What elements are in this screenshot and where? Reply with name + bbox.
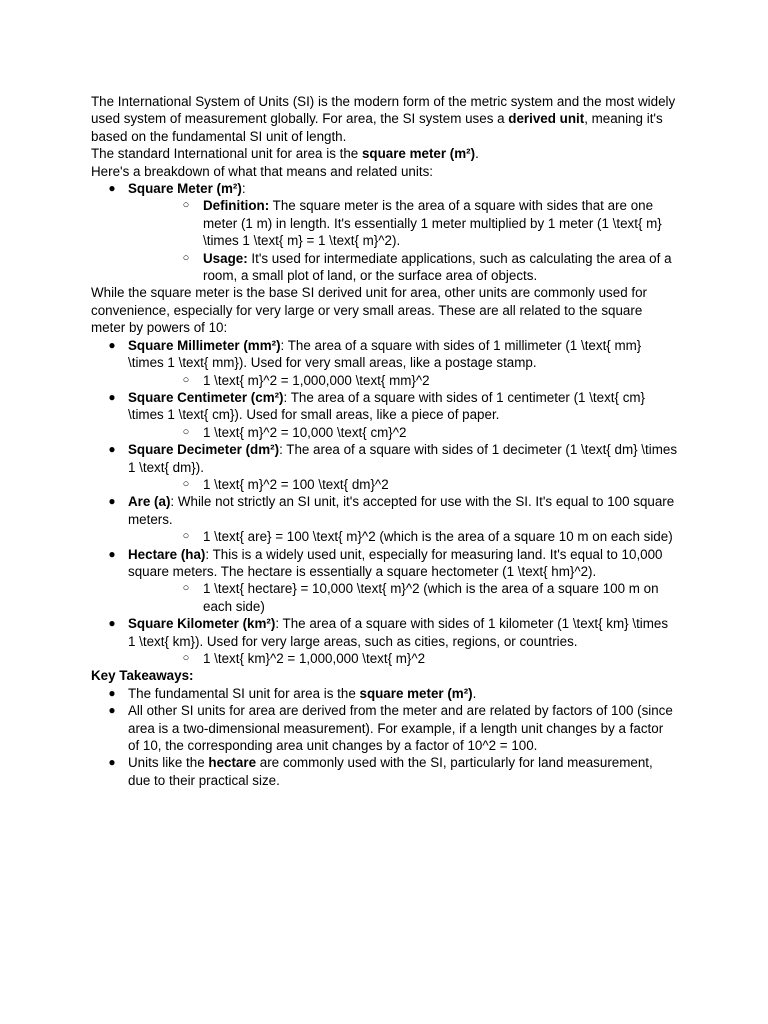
unit-description: : This is a widely used unit, especially for measuring land. It's equal to 10,000 square meters. The hectare is essentially a square hectometer (1 \text{ hm}^2). <box>128 546 663 579</box>
unit-sublist <box>128 650 678 667</box>
units-list <box>91 337 678 668</box>
conversion-text: 1 \text{ are} = 100 \text{ m}^2 (which is the area of a square 10 m on each side) <box>203 529 673 545</box>
usage-label: Usage: <box>203 250 248 266</box>
filled-bullet-icon: ● <box>108 181 116 196</box>
unit-name: Hectare (ha) <box>128 546 206 562</box>
period: . <box>475 146 479 162</box>
key-takeaways-heading-text: Key Takeaways: <box>91 668 194 684</box>
takeaways-list <box>91 685 678 789</box>
unit-description: : The area of a square with sides of 1 millimeter (1 \text{ mm} \times 1 \text{ mm}). Used for very small areas, like a postage stamp. <box>128 337 642 371</box>
unit-name: Square Decimeter (dm²) <box>128 442 280 458</box>
list-item-unit <box>91 493 678 545</box>
conversion-text: 1 \text{ hectare} = 10,000 \text{ m}^2 (which is the area of a square 100 m on each side) <box>203 581 659 614</box>
unit-description: : While not strictly an SI unit, it's accepted for use with the SI. It's equal to 100 square meters. <box>128 494 675 527</box>
unit-name: Square Kilometer (km²) <box>128 616 276 632</box>
hollow-bullet-icon: ○ <box>182 425 190 438</box>
takeaway-text: Units like the <box>128 755 209 771</box>
list-item-unit <box>91 441 678 493</box>
unit-sublist <box>128 580 678 615</box>
conversion-text: 1 \text{ m}^2 = 100 \text{ dm}^2 <box>203 476 389 492</box>
square-meter-sublist <box>128 197 678 284</box>
unit-name: Are (a) <box>128 494 171 510</box>
filled-bullet-icon: ● <box>108 703 116 718</box>
takeaway-text: The fundamental SI unit for area is the <box>128 685 360 701</box>
intro-paragraph <box>91 93 678 145</box>
takeaway-text: All other SI units for area are derived from the meter and are related by factors of 100 (since area is a two-dimensional measurement). For example, if a length unit changes by a factor of 10, the corresponding area unit changes by a factor of 10^2 = 100. <box>128 703 673 754</box>
unit-name: Square Millimeter (mm²) <box>128 337 281 353</box>
hollow-bullet-icon: ○ <box>182 530 190 543</box>
unit-sublist <box>128 424 678 441</box>
unit-conversion <box>128 476 678 493</box>
unit-sublist <box>128 528 678 545</box>
standard-unit-text: The standard International unit for area is the <box>91 146 362 162</box>
conversion-text: 1 \text{ m}^2 = 10,000 \text{ cm}^2 <box>203 424 407 440</box>
colon: : <box>241 181 246 197</box>
square-meter-list <box>91 180 678 284</box>
unit-sublist <box>128 476 678 493</box>
key-takeaways-heading <box>91 667 678 684</box>
intro-text: The International System of Units (SI) is the modern form of the metric system and the most widely used system of measurement globally. For area, the SI system uses a <box>91 94 676 127</box>
unit-description: : The area of a square with sides of 1 kilometer (1 \text{ km} \times 1 \text{ km}). Used for very large areas, such as cities, regions, or countries. <box>128 616 669 649</box>
hollow-bullet-icon: ○ <box>182 199 190 212</box>
hectare-term: hectare <box>208 755 257 771</box>
unit-name: Square Centimeter (cm²) <box>128 389 284 405</box>
definition-text: The square meter is the area of a square with sides that are one meter (1 m) in length. It's essentially 1 meter multiplied by 1 meter (1 \text{ m} \times 1 \text{ m} = 1 \text{ m}^2). <box>203 198 662 249</box>
hollow-bullet-icon: ○ <box>182 477 190 490</box>
filled-bullet-icon: ● <box>108 389 116 404</box>
filled-bullet-icon: ● <box>108 337 116 352</box>
takeaway-text-end: are commonly used with the SI, particularly for land measurement, due to their practical size. <box>128 755 653 788</box>
unit-description: : The area of a square with sides of 1 centimeter (1 \text{ cm} \times 1 \text{ cm}). Used for small areas, like a piece of paper. <box>128 389 646 423</box>
list-item-unit <box>91 546 678 616</box>
takeaway-item <box>91 685 678 702</box>
list-item-unit <box>91 389 678 441</box>
unit-conversion <box>128 372 678 389</box>
hollow-bullet-icon: ○ <box>182 373 190 386</box>
unit-conversion <box>128 650 678 667</box>
square-meter-term: square meter (m²) <box>359 685 473 701</box>
square-meter-term: square meter (m²) <box>361 146 476 162</box>
filled-bullet-icon: ● <box>108 616 116 631</box>
breakdown-intro: Here's a breakdown of what that means and related units: <box>91 163 433 179</box>
filled-bullet-icon: ● <box>108 442 116 457</box>
conversion-text: 1 \text{ m}^2 = 1,000,000 \text{ mm}^2 <box>203 372 430 388</box>
unit-conversion <box>128 580 678 615</box>
unit-conversion <box>128 528 678 545</box>
unit-sublist <box>128 372 678 389</box>
intro-text-end: , meaning it's based on the fundamental SI unit of length. <box>91 111 663 144</box>
derived-unit-term: derived unit <box>508 111 585 127</box>
sublist-item-definition <box>128 197 678 249</box>
filled-bullet-icon: ● <box>108 685 116 700</box>
conversion-text: 1 \text{ km}^2 = 1,000,000 \text{ m}^2 <box>203 651 426 666</box>
list-item-unit <box>91 337 678 389</box>
unit-description: : The area of a square with sides of 1 decimeter (1 \text{ dm} \times 1 \text{ dm}). <box>128 442 678 475</box>
unit-conversion <box>128 424 678 441</box>
hollow-bullet-icon: ○ <box>182 582 190 595</box>
standard-unit-sentence <box>91 145 678 162</box>
filled-bullet-icon: ● <box>108 755 116 770</box>
usage-text: It's used for intermediate applications, such as calculating the area of a room, a small plot of land, or the surface area of objects. <box>203 250 672 284</box>
list-item-unit <box>91 615 678 667</box>
definition-label: Definition: <box>203 198 270 214</box>
transition-paragraph: While the square meter is the base SI derived unit for area, other units are commonly used for convenience, especially for very large or very small areas. These are all related to the square meter by powers of 10: <box>91 285 647 336</box>
filled-bullet-icon: ● <box>108 494 116 509</box>
hollow-bullet-icon: ○ <box>182 652 190 664</box>
takeaway-item <box>91 754 678 789</box>
filled-bullet-icon: ● <box>108 546 116 561</box>
takeaway-item <box>91 702 678 754</box>
sublist-item-usage <box>128 250 678 285</box>
list-item-square-meter <box>91 180 678 284</box>
square-meter-title: Square Meter (m²) <box>128 181 242 197</box>
hollow-bullet-icon: ○ <box>182 251 190 264</box>
period: . <box>472 685 477 701</box>
